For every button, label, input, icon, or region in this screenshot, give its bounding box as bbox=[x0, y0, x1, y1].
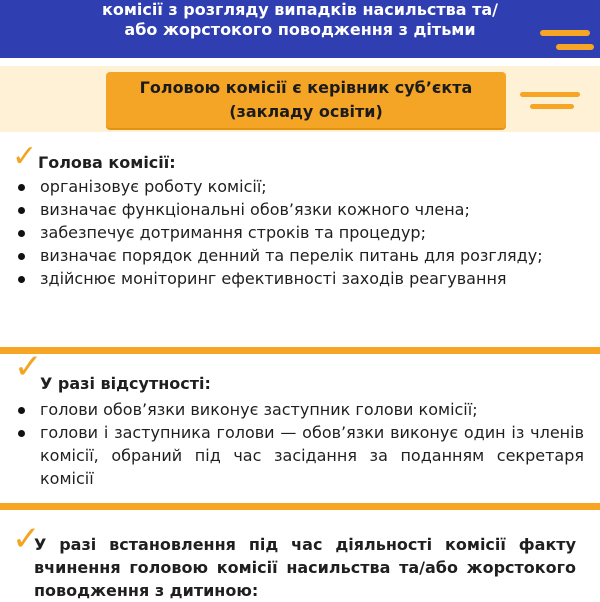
decor-streak bbox=[540, 30, 590, 36]
header-title-line-1: комісії з розгляду випадків насильства та/ bbox=[101, 0, 498, 19]
list-item: голови і заступника голови — обов’язки виконує один із членів комісії, обраний під час засідання за поданням секретаря комісії bbox=[14, 421, 584, 490]
section-divider bbox=[0, 347, 600, 354]
section-title-head: Голова комісії: bbox=[38, 153, 176, 172]
absence-list bbox=[14, 398, 584, 490]
header-title bbox=[0, 0, 600, 40]
violence-case-paragraph: У разі встановлення під час діяльності комісії факту вчинення головою комісії насильства та/або жорстокого поводження з дитиною: bbox=[34, 535, 576, 600]
list-item: забезпечує дотримання строків та процедур; bbox=[14, 221, 584, 244]
checkmark-icon: ✓ bbox=[14, 347, 43, 387]
decor-streak bbox=[520, 92, 580, 97]
banner-line-1: Головою комісії є керівник суб’єкта bbox=[139, 78, 473, 97]
list-item: організовує роботу комісії; bbox=[14, 175, 584, 198]
header-title-line-2: або жорстокого поводження з дітьми bbox=[124, 20, 476, 39]
decor-streak bbox=[556, 44, 594, 50]
head-duties-list bbox=[14, 175, 584, 290]
checkmark-icon: ✓ bbox=[12, 519, 41, 559]
list-item: голови обов’язки виконує заступник голови комісії; bbox=[14, 398, 584, 421]
banner-line-2: (закладу освіти) bbox=[229, 102, 383, 121]
checkmark-icon: ✓ bbox=[12, 139, 38, 174]
decor-streak bbox=[530, 104, 574, 109]
section-title-absence: У разі відсутності: bbox=[40, 374, 211, 393]
header-bar bbox=[0, 0, 600, 58]
list-item: здійснює моніторинг ефективності заходів реагування bbox=[14, 267, 584, 290]
list-item: визначає порядок денний та перелік питань для розгляду; bbox=[14, 244, 584, 267]
banner-heading bbox=[106, 72, 506, 128]
list-item: визначає функціональні обов’язки кожного члена; bbox=[14, 198, 584, 221]
section-divider bbox=[0, 503, 600, 510]
